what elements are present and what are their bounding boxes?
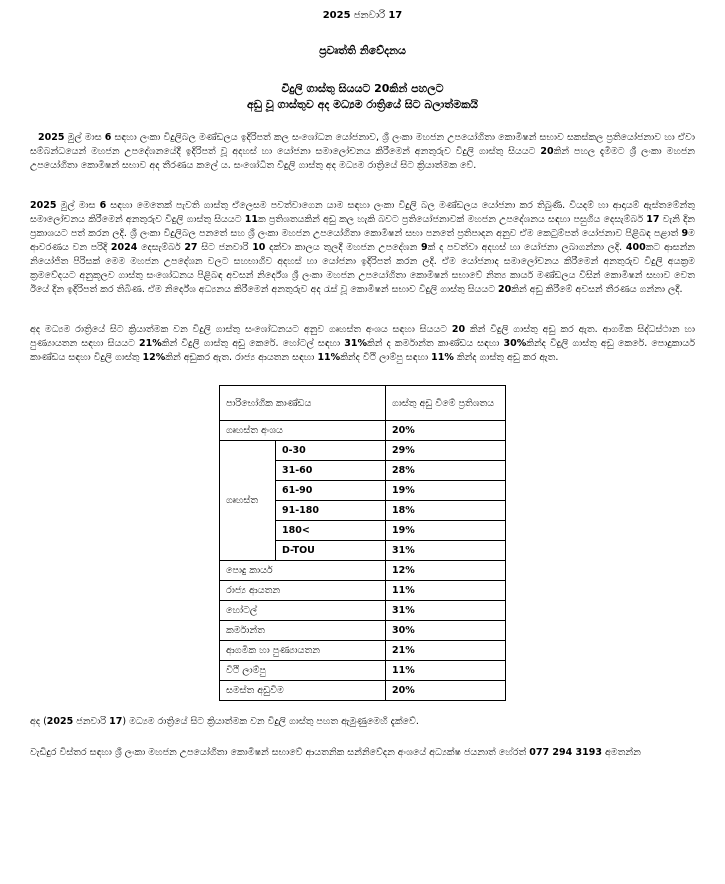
table-row-category bbox=[220, 661, 506, 681]
table-row-category bbox=[220, 641, 506, 661]
document-body bbox=[30, 131, 695, 760]
paragraph-process: 2025 මුල් මාස 6 සඳහා මෙතෙක් පැවති ගාස්තු ඒලෙසම පවත්වාගෙන යාම සඳහා ලංකා විදුලි බල මණ්ඩලය යෝජනා කර තිබුණි. වියදම් හා ආදායම් ඇස්තමේන්තු සමාලෝචනය කිරීමෙන් අනතුරුව විදුලි ගාස්තු සියයට 11ක ප්‍රතිශතයකින් අඩු කල හැකි බවට ප්‍රතියෝජනාවක් මහජන උපදේශනය සඳහා පසුගිය දෙසැම්බර් 17 වැනි දින ප්‍රකාශයට පත් කරන ලදි. ශ්‍රී ලංකා විදුලිබල පනතේ සහ ශ්‍රී ලංකා මහජන උපයෝගිතා කොමිෂන් සභා පනතේ ප්‍රතිපාදන අනුව ඒම කෙටුම්පත් යෝජනාව පිළිබඳ පළාත් 9ම ආවරණය වන පරිදි 2024 දෙසැම්බර් 27 සිට ජනවාරි 10 දක්වා කාලය තුලදී මහජන උපදේශන 9ක් ද පවත්වා අදහස් හා යෝජනා ලබාගන්නා ලදි. 400කට ආසන්න නියෝජිත පිරිසක් මෙම මහජන උපදේශන වලට සහභාගිව අදහස් හා යෝජනා ඉදිරිපත් කරන ලදි. ඒම යෝජනාද සමාලෝචනය කිරීමෙන් අනතුරුව විදුලි අයක්‍රම ක්‍රමවේදයට අනුකූලව ගාස්තු සංශෝධනය පිළිබඳ අවසන් නිර්දේශ ශ්‍රී ලංකා මහජන උපයෝගිතා කොමිෂන් සභාවේ නිත්‍ය කාර්ය මණ්ඩලය විසින් කොමිෂන් සභාව වෙත ඊයේ දින ඉදිරිපත් කර තිබිණ. ඒම නිර්දේශ අධ්‍යනය කිරීමෙන් අනතුරුව අද රැස් වූ කොමිෂන් සභාව විදුලි ගාස්තු සියයට 20කින් අඩු කිරීමේ අවසන් තීරණය ගන්නා ලදී. bbox=[30, 200, 696, 295]
category-label-cell: ආගමික හා පුණ්‍යායතන bbox=[220, 641, 386, 661]
percentage-cell: 31% bbox=[386, 541, 506, 561]
press-release-title: ප්‍රවෘත්ති නිවේදනය bbox=[319, 44, 406, 57]
paragraph-reduction-summary: අද මධ්‍යම රාත්‍රියේ සිට ක්‍රියාත්මක වන විදුලි ගාස්තු සංශෝධනයට අනුව ගෘහස්ත අංශය සඳහා සියයට 20 කින් විදුලි ගාස්තු අඩු කර ඇත. ආගමික සිද්ධස්ථාන හා පුණ්‍යායතන සඳහා සියයට 21%කින් විදුලි ගාස්තු අඩු කෙරේ. හෝටල් සඳහා 31%කින් ද කර්මාන්ත කාණ්ඩය සඳහා 30%කින්ද විදුලි ගාස්තු අඩු කෙරේ. පොදුකාර්ය කාණ්ඩය සඳහා විදුලි ගාස්තු 12%කින් අඩුකර ඇත. රාජ්‍ය ආයතන සඳහා 11%කින්ද වීථි ලාම්පු සඳහා 11% කින්ද ගාස්තු අඩු කර ඇත. bbox=[30, 324, 695, 363]
category-label-cell: පොදු කාර්ය bbox=[220, 561, 386, 581]
table-row-category bbox=[220, 681, 506, 701]
headline bbox=[30, 81, 695, 113]
percentage-cell: 11% bbox=[386, 581, 506, 601]
category-label-cell: හෝටල් bbox=[220, 601, 386, 621]
document-date: 2025 ජනවාරි 17 bbox=[322, 10, 403, 21]
percentage-cell: 31% bbox=[386, 601, 506, 621]
tier-label-cell: 91-180 bbox=[276, 501, 386, 521]
category-label-cell: ගෘහස්ත අංශය bbox=[220, 421, 386, 441]
percentage-cell: 19% bbox=[386, 521, 506, 541]
headline-line-2: අඩු වූ ගාස්තුව අද මධ්‍යම රාත්‍රියේ සිට බලාත්මකයි bbox=[247, 98, 478, 111]
table-row-category bbox=[220, 621, 506, 641]
category-label-cell: සමස්ත අඩුවීම bbox=[220, 681, 386, 701]
table-row-category bbox=[220, 601, 506, 621]
paragraph-contact: වැඩිදුර විස්තර සඳහා ශ්‍රී ලංකා මහජන උපයෝගිතා කොමිෂන් සභාවේ ආයතනික සන්නිවේදන අංශයේ අධ්‍යක්ෂ ජයනාත් හේරත් 077 294 3193 අමතන්න bbox=[30, 747, 641, 758]
tier-label-cell: 31-60 bbox=[276, 461, 386, 481]
percentage-cell: 19% bbox=[386, 481, 506, 501]
paragraph-decision: 2025 මුල් මාස 6 සඳහා ලංකා විදුලිබල මණ්ඩලය ඉදිරිපත් කල සංශෝධන යෝජනාව, ශ්‍රී ලංකා මහජන උපයෝගිතා කොමිෂන් සභාව සකස්කල ප්‍රතියෝජනාව හා ඒවා සම්බන්ධයෙන් මහජන උපදේශනයේදී ඉදිරිපත් වූ අදහස් හා යෝජනා සමාලෝචනය කිරීමෙන් අනතුරුව විදුලි ගාස්තු සියයට 20කින් පහල දැමීමට ශ්‍රී ලංකා මහජන උපයෝගිතා කොමිෂන් සභාව අද තීරණය කලේ ය. සංශෝධිත විදුලි ගාස්තු අද මධ්‍යම රාත්‍රියේ සිට ක්‍රියාත්මක වේ. bbox=[30, 132, 695, 171]
percentage-cell: 30% bbox=[386, 621, 506, 641]
table-header-row bbox=[220, 386, 506, 421]
percentage-cell: 11% bbox=[386, 661, 506, 681]
tier-label-cell: D-TOU bbox=[276, 541, 386, 561]
table-row-household-sector bbox=[220, 421, 506, 441]
tier-label-cell: 61-90 bbox=[276, 481, 386, 501]
paragraph-annexure-note: අද (2025 ජනවාරි 17) මධ්‍යම රාත්‍රියේ සිට ක්‍රියාත්මක වන විදුලි ගාස්තු පහත ඇමුණුමෙහි දැක්වේ. bbox=[30, 716, 419, 727]
percentage-cell: 28% bbox=[386, 461, 506, 481]
category-label-cell: වීථි ලාම්පු bbox=[220, 661, 386, 681]
table-header-category: පාරිභෝගික කාණ්ඩය bbox=[220, 386, 386, 421]
headline-line-1: විදුලි ගාස්තු සියයට 20කින් පහලට bbox=[281, 82, 444, 95]
table-row-category bbox=[220, 581, 506, 601]
tier-label-cell: 180< bbox=[276, 521, 386, 541]
household-group-cell: ගෘහස්ත bbox=[220, 441, 276, 561]
table-row-tier bbox=[220, 441, 506, 461]
table-row-category bbox=[220, 561, 506, 581]
table-header-percentage: ගාස්තු අඩු වීමේ ප්‍රතිශතය bbox=[386, 386, 506, 421]
category-label-cell: රාජ්‍ය ආයතන bbox=[220, 581, 386, 601]
percentage-cell: 12% bbox=[386, 561, 506, 581]
category-label-cell: කර්මාන්ත bbox=[220, 621, 386, 641]
tariff-reduction-table bbox=[219, 385, 506, 701]
percentage-cell: 20% bbox=[386, 681, 506, 701]
percentage-cell: 29% bbox=[386, 441, 506, 461]
percentage-cell: 20% bbox=[386, 421, 506, 441]
tier-label-cell: 0-30 bbox=[276, 441, 386, 461]
percentage-cell: 21% bbox=[386, 641, 506, 661]
percentage-cell: 18% bbox=[386, 501, 506, 521]
